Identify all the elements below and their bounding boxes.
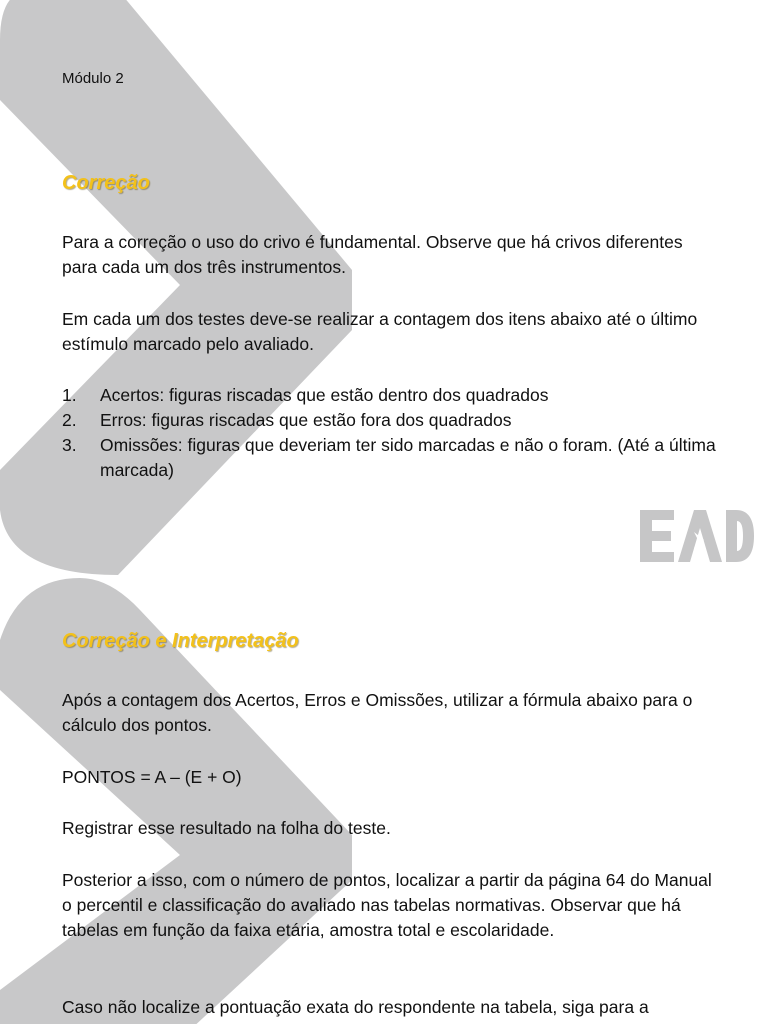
formula: PONTOS = A – (E + O) bbox=[62, 767, 242, 787]
list-item-number: 1. bbox=[62, 385, 77, 405]
list-item bbox=[62, 383, 722, 408]
list-item bbox=[62, 433, 722, 483]
ead-logo bbox=[640, 510, 754, 562]
paragraph-registrar: Registrar esse resultado na folha do teste. bbox=[62, 818, 391, 838]
list-item bbox=[62, 408, 722, 433]
paragraph-formula-intro: Após a contagem dos Acertos, Erros e Omissões, utilizar a fórmula abaixo para o cálculo dos pontos. bbox=[62, 690, 693, 735]
list-item-text: Acertos: figuras riscadas que estão dentro dos quadrados bbox=[100, 385, 549, 405]
section-title-correcao-interpretacao: Correção e Interpretação bbox=[62, 630, 299, 652]
list-item-text: Omissões: figuras que deveriam ter sido marcadas e não o foram. (Até a última marcada) bbox=[100, 435, 716, 480]
slide-correcao-interpretacao bbox=[0, 580, 768, 1024]
list-item-number: 2. bbox=[62, 410, 77, 430]
paragraph-crivo: Para a correção o uso do crivo é fundamental. Observe que há crivos diferentes para cada um dos três instrumentos. bbox=[62, 232, 683, 277]
module-label: Módulo 2 bbox=[62, 70, 124, 87]
paragraph-contagem: Em cada um dos testes deve-se realizar a contagem dos itens abaixo até o último estímulo marcado pelo avaliado. bbox=[62, 309, 698, 354]
section-title-correcao: Correção bbox=[62, 172, 150, 194]
paragraph-tabelas: Posterior a isso, com o número de pontos, localizar a partir da página 64 do Manual o percentil e classificação do avaliado nas tabelas normativas. Observar que há tabelas em função da faixa etária, amostra total e escolaridade. bbox=[62, 870, 712, 940]
items-list bbox=[62, 383, 722, 483]
list-item-text: Erros: figuras riscadas que estão fora dos quadrados bbox=[100, 410, 512, 430]
paragraph-caso: Caso não localize a pontuação exata do respondente na tabela, siga para a bbox=[62, 997, 649, 1017]
list-item-number: 3. bbox=[62, 435, 77, 455]
